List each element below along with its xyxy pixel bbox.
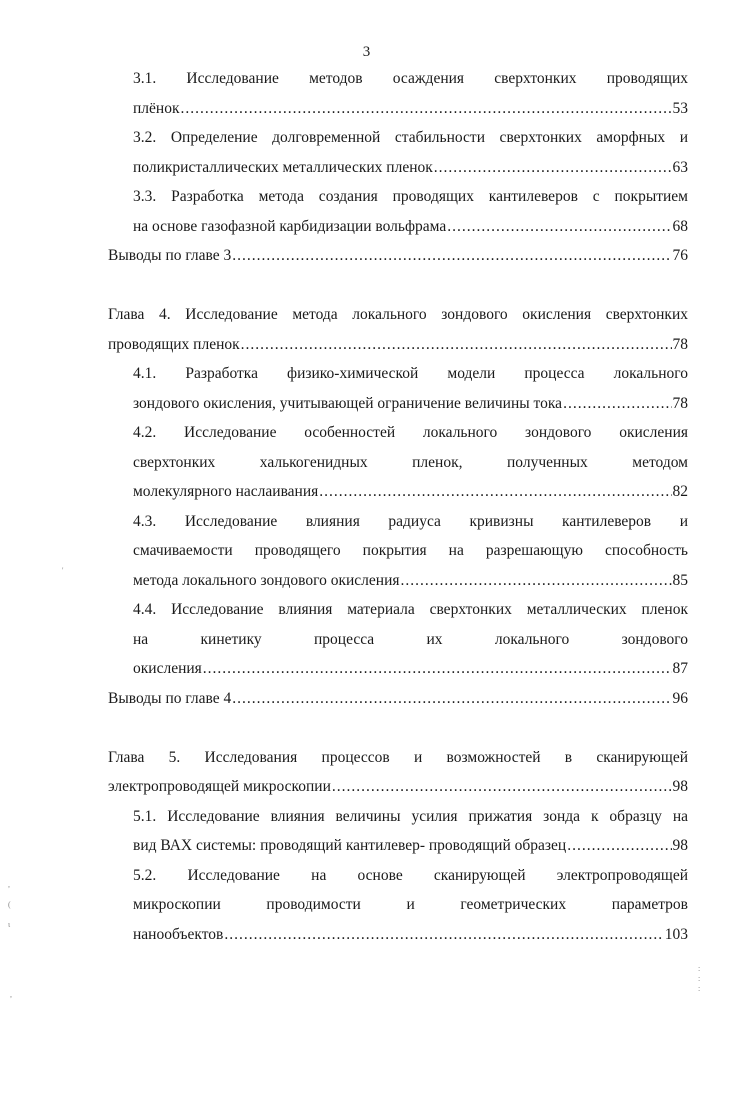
toc-entry-4-3-title-end: метода локального зондового окисления — [133, 571, 400, 589]
toc-entry-5-1-title: 5.1. Исследование влияния величины усилия прижатия зонда к образцу на — [133, 807, 688, 825]
toc-entry-conclusions-4-page: 96 — [672, 689, 688, 707]
dot-leader — [567, 831, 671, 861]
toc-chapter-5-title: Глава 5. Исследования процессов и возможностей в сканирующей — [108, 748, 688, 766]
scan-mark: , ( ι — [8, 880, 11, 929]
page-number: 3 — [362, 44, 371, 60]
dot-leader — [224, 920, 663, 950]
dot-leader — [241, 330, 672, 360]
toc-entry-4-2-page: 82 — [672, 483, 688, 500]
scan-mark: , — [10, 990, 12, 999]
dot-leader — [203, 654, 672, 684]
toc-entry-3-3-continuation — [108, 212, 688, 242]
toc-entry-3-1-title: 3.1. Исследование методов осаждения сверхтонких проводящих — [133, 70, 688, 87]
scan-mark: ' — [62, 566, 64, 575]
toc-entry-3-2-page: 63 — [672, 158, 688, 176]
toc-entry-5-2-continuation — [108, 920, 688, 950]
toc-entry-5-1-page: 98 — [672, 837, 688, 854]
toc-entry-conclusions-3 — [108, 241, 688, 271]
toc-entry-4-1-page: 78 — [672, 394, 688, 412]
toc-entry-4-2-title-line2: сверхтонких халькогенидных пленок, полученных методом — [133, 453, 688, 471]
toc-entry-conclusions-4 — [108, 684, 688, 714]
toc-chapter-5-title-end: электропроводящей микроскопии — [108, 778, 331, 795]
toc-entry-4-1-title-end: зондового окисления, учитывающей ограничение величины тока — [133, 394, 563, 412]
table-of-contents — [108, 64, 688, 949]
toc-entry-5-1-title-end: вид ВАХ системы: проводящий кантилевер- проводящий образец — [133, 837, 567, 854]
toc-entry-4-4-title: 4.4. Исследование влияния материала сверхтонких металлических пленок — [133, 601, 688, 618]
toc-entry-3-2-continuation — [108, 153, 688, 183]
toc-entry-4-2-continuation — [108, 477, 688, 507]
scan-mark: : : : — [698, 964, 701, 993]
toc-chapter-4-title-end: проводящих пленок — [108, 335, 240, 353]
toc-chapter-4-continuation — [108, 330, 688, 360]
toc-entry-3-1-title-end: плёнок — [133, 99, 180, 117]
toc-entry-5-1-continuation — [108, 831, 688, 861]
toc-chapter-4-title: Глава 4. Исследование метода локального зондового окисления сверхтонких — [108, 306, 688, 323]
toc-entry-5-2-page: 103 — [664, 925, 688, 943]
dot-leader — [319, 477, 671, 507]
toc-entry-4-4-title-end: окисления — [133, 660, 202, 677]
toc-chapter-4-page: 78 — [672, 335, 688, 353]
toc-entry-conclusions-4-title: Выводы по главе 4 — [108, 689, 232, 707]
dot-leader — [332, 772, 672, 802]
toc-entry-conclusions-3-page: 76 — [672, 247, 688, 264]
toc-entry-4-3-page: 85 — [672, 571, 688, 589]
toc-entry-conclusions-3-title: Выводы по главе 3 — [108, 247, 232, 264]
toc-entry-4-2-title-end: молекулярного наслаивания — [133, 483, 319, 500]
toc-entry-5-2-title-end: нанообъектов — [133, 925, 224, 943]
dot-leader — [563, 389, 671, 419]
toc-entry-3-1-continuation — [108, 94, 688, 124]
toc-entry-4-3-title-line2: смачиваемости проводящего покрытия на разрешающую способность — [133, 542, 688, 559]
toc-entry-3-2-title-end: поликристаллических металлических пленок — [133, 158, 433, 176]
dot-leader — [181, 94, 672, 124]
toc-entry-3-3-title: 3.3. Разработка метода создания проводящих кантилеверов с покрытием — [133, 188, 688, 205]
toc-entry-5-2-title-line2: микроскопии проводимости и геометрических параметров — [133, 896, 688, 913]
toc-entry-3-2-title: 3.2. Определение долговременной стабильности сверхтонких аморфных и — [133, 129, 688, 146]
toc-entry-4-4-title-line2: на кинетику процесса их локального зондового — [133, 630, 688, 648]
dot-leader — [447, 212, 671, 242]
toc-entry-4-3-title: 4.3. Исследование влияния радиуса кривизны кантилеверов и — [133, 512, 688, 530]
toc-entry-4-4-page: 87 — [672, 660, 688, 677]
toc-entry-4-1-continuation — [108, 389, 688, 419]
toc-entry-3-3-title-end: на основе газофазной карбидизации вольфрама — [133, 217, 447, 235]
toc-entry-4-1-title: 4.1. Разработка физико-химической модели процесса локального — [133, 365, 688, 382]
dot-leader — [232, 241, 671, 271]
toc-entry-3-3-page: 68 — [672, 217, 688, 235]
dot-leader — [434, 153, 672, 183]
toc-entry-3-1-page: 53 — [672, 99, 688, 117]
toc-entry-4-3-continuation — [108, 566, 688, 596]
toc-entry-4-2-title: 4.2. Исследование особенностей локального зондового окисления — [133, 424, 688, 441]
dot-leader — [401, 566, 672, 596]
toc-entry-5-2-title: 5.2. Исследование на основе сканирующей электропроводящей — [133, 866, 688, 884]
toc-chapter-5-continuation — [108, 772, 688, 802]
toc-chapter-5-page: 98 — [672, 778, 688, 795]
dot-leader — [232, 684, 671, 714]
toc-entry-4-4-continuation — [108, 654, 688, 684]
